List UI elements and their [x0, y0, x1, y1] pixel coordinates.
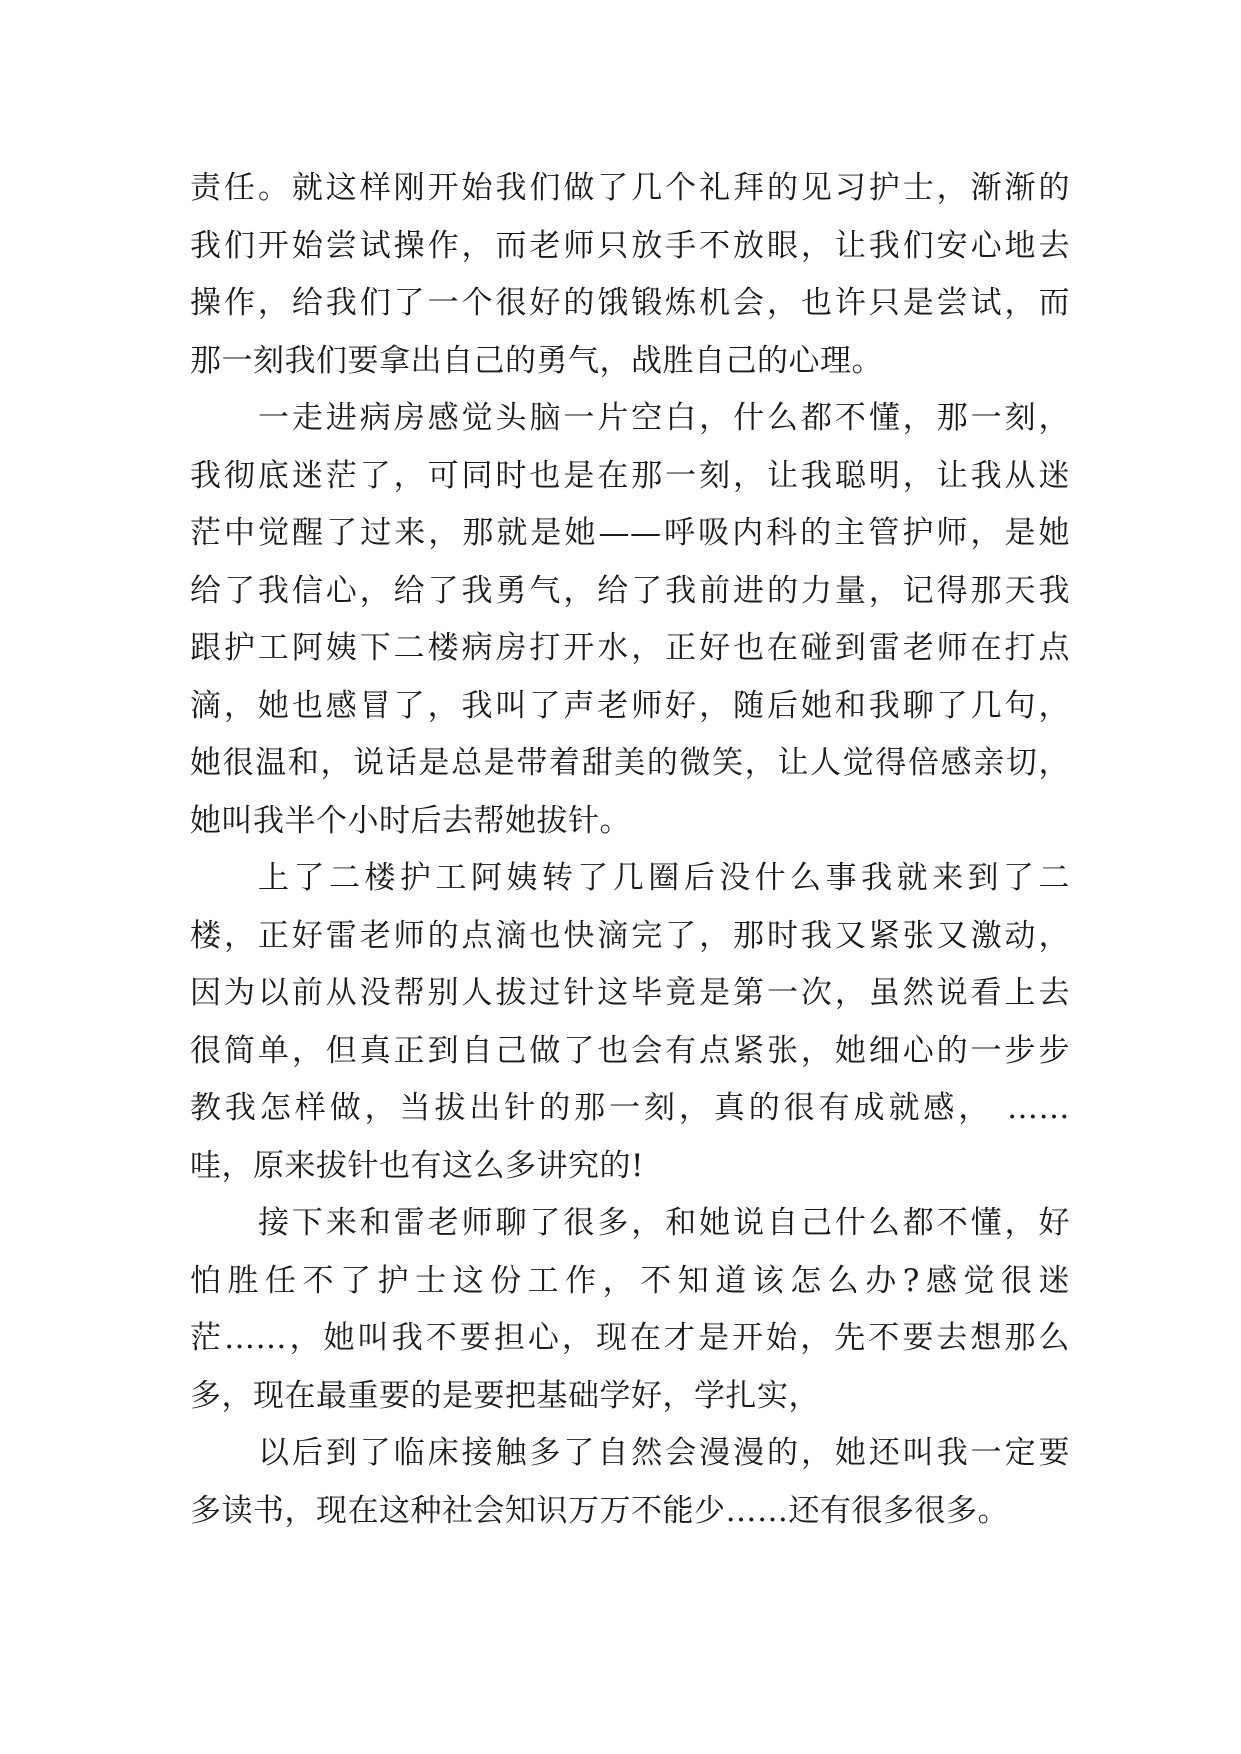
- text-line: 楼，正好雷老师的点滴也快滴完了，那时我又紧张又激动，: [190, 917, 1070, 954]
- text-line: 那一刻我们要拿出自己的勇气，战胜自己的心理。: [190, 342, 883, 379]
- text-line: 我彻底迷茫了，可同时也是在那一刻，让我聪明，让我从迷: [190, 457, 1070, 494]
- text-line: 哇，原来拔针也有这么多讲究的!: [190, 1147, 644, 1184]
- text-line: 她叫我半个小时后去帮她拔针。: [190, 802, 631, 839]
- text-line: 她很温和，说话是总是带着甜美的微笑，让人觉得倍感亲切，: [190, 745, 1070, 781]
- text-line: 茫……，她叫我不要担心，现在才是开始，先不要去想那么: [190, 1320, 1070, 1356]
- text-line: 怕胜任不了护士这份工作，不知道该怎么办?感觉很迷: [190, 1262, 1070, 1299]
- document-body: [190, 160, 1070, 1540]
- text-line: 多，现在最重要的是要把基础学好，学扎实，: [190, 1377, 820, 1414]
- text-line: 责任。就这样刚开始我们做了几个礼拜的见习护士，渐渐的: [190, 170, 1070, 206]
- paragraph-start-line: 接下来和雷老师聊了很多，和她说自己什么都不懂，好: [258, 1205, 1070, 1241]
- text-line: 我们开始尝试操作，而老师只放手不放眼，让我们安心地去: [190, 227, 1070, 264]
- paragraph-start-line: 上了二楼护工阿姨转了几圈后没什么事我就来到了二: [258, 860, 1070, 896]
- text-line: 滴，她也感冒了，我叫了声老师好，随后她和我聊了几句，: [190, 687, 1070, 724]
- text-line: 因为以前从没帮别人拔过针这毕竟是第一次，虽然说看上去: [190, 975, 1070, 1011]
- paragraph-start-line: 以后到了临床接触多了自然会漫漫的，她还叫我一定要: [258, 1435, 1070, 1471]
- text-line: 跟护工阿姨下二楼病房打开水，正好也在碰到雷老师在打点: [190, 630, 1070, 666]
- text-line: 给了我信心，给了我勇气，给了我前进的力量，记得那天我: [190, 572, 1070, 609]
- text-line: 教我怎样做，当拔出针的那一刻，真的很有成就感， ……: [190, 1090, 1070, 1126]
- text-line: 操作，给我们了一个很好的饿锻炼机会，也许只是尝试，而: [190, 285, 1070, 321]
- text-line: 多读书，现在这种社会知识万万不能少……还有很多很多。: [190, 1492, 1009, 1529]
- text-line: 茫中觉醒了过来，那就是她——呼吸内科的主管护师，是她: [190, 515, 1070, 551]
- paragraph-start-line: 一走进病房感觉头脑一片空白，什么都不懂，那一刻，: [258, 400, 1070, 436]
- text-line: 很简单，但真正到自己做了也会有点紧张，她细心的一步步: [190, 1032, 1070, 1069]
